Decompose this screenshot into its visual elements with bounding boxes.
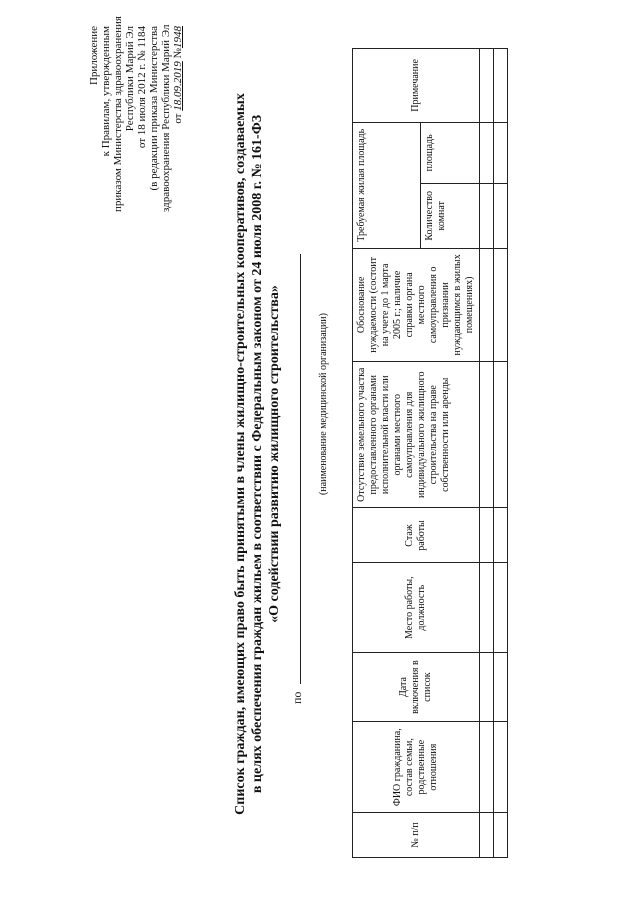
handwritten-date: 18.09.2019 (172, 61, 184, 111)
appendix-line: (в редакции приказа Министерства (148, 26, 160, 191)
header-fio: ФИО гражданина, состав семьи, родственные отношения (353, 722, 480, 813)
table-cell[interactable] (480, 563, 494, 652)
header-land: Отсутствие земельного участка предоставленного органами исполнительной власти или органами местного самоуправления для индивидуального жилищного строительства на праве собственности или аренды (353, 362, 480, 508)
table-cell[interactable] (480, 362, 494, 508)
table-row (480, 49, 494, 858)
table-cell[interactable] (480, 722, 494, 813)
document-title (232, 44, 283, 864)
title-line: Список граждан, имеющих право быть принятыми в члены жилищно-строительных кооперативов, создаваемых (233, 93, 248, 815)
appendix-line: здравоохранения Республики Марий Эл (160, 24, 172, 212)
table-cell[interactable] (494, 183, 508, 248)
appendix-block (88, 16, 184, 212)
title-line: «О содействии развитию жилищного строительства» (267, 285, 282, 623)
table-cell[interactable] (494, 813, 508, 858)
table-cell[interactable] (494, 652, 508, 721)
handwritten-number: 1948 (172, 26, 184, 48)
header-need: Обоснование нуждаемости (состоит на учете до 1 марта 2005 г.; наличие справки органа местного самоуправления о признании нуждающимся в жилых помещениях) (353, 248, 480, 361)
date-prefix: от (172, 113, 184, 124)
table-cell[interactable] (494, 722, 508, 813)
table-cell[interactable] (480, 508, 494, 563)
appendix-line: Приложение (88, 26, 100, 86)
header-area: площадь (421, 122, 480, 183)
appendix-line: от 18 июля 2012 г. № 1184 (136, 26, 148, 149)
table-cell[interactable] (480, 122, 494, 183)
table-row (494, 49, 508, 858)
appendix-line: к Правилам, утвержденным (100, 26, 112, 157)
table-cell[interactable] (480, 813, 494, 858)
header-date: Дата включения в список (353, 652, 480, 721)
organization-prefix: по (290, 691, 304, 704)
header-note: Примечание (353, 49, 480, 123)
header-row (353, 49, 421, 858)
header-rooms: Количество комнат (421, 183, 480, 248)
table-cell[interactable] (480, 183, 494, 248)
title-line: в целях обеспечения граждан жильем в соответствии с Федеральным законом от 24 июля 2008 г. № 161-ФЗ (250, 114, 265, 794)
appendix-line: Республики Марий Эл (124, 26, 136, 132)
header-num: № п/п (353, 813, 480, 858)
table-cell[interactable] (494, 248, 508, 361)
organization-fill-line (288, 254, 301, 684)
appendix-date-line (172, 26, 184, 212)
table-cell[interactable] (494, 563, 508, 652)
table-cell[interactable] (494, 362, 508, 508)
table-cell[interactable] (494, 508, 508, 563)
header-job: Место работы, должность (353, 563, 480, 652)
organization-caption: (наименование медицинской организации) (318, 312, 329, 496)
table-cell[interactable] (480, 49, 494, 123)
table-cell[interactable] (480, 248, 494, 361)
table-cell[interactable] (480, 652, 494, 721)
appendix-line: приказом Министерства здравоохранения (112, 16, 124, 212)
number-prefix: № (172, 48, 184, 59)
header-experience: Стаж работы (353, 508, 480, 563)
organization-line (288, 164, 305, 704)
header-area-group: Требуемая жилая площадь (353, 122, 421, 248)
register-table (352, 48, 508, 858)
table-cell[interactable] (494, 49, 508, 123)
table-cell[interactable] (494, 122, 508, 183)
